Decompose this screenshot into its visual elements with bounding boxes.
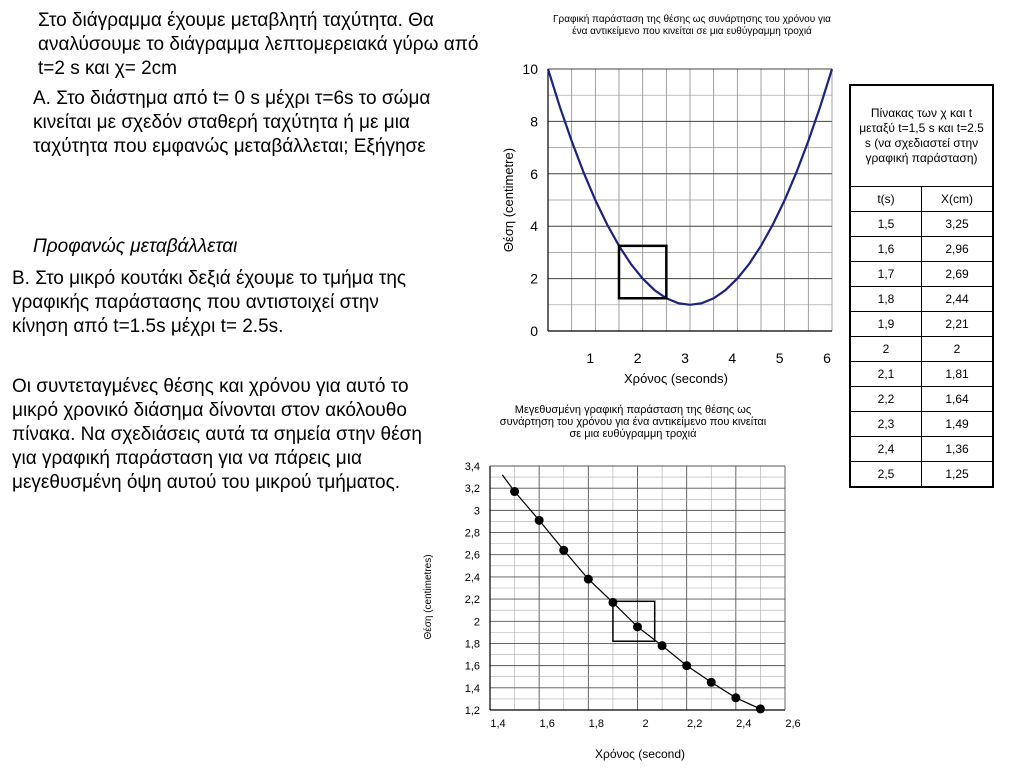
table-body [850, 212, 993, 488]
table-row [850, 262, 993, 287]
chart2-y-tick-label: 2,4 [464, 571, 480, 584]
table-cell-x: 1,25 [922, 462, 994, 488]
chart2-x-tick-label: 2,2 [687, 718, 703, 730]
chart2-title: σε μια ευθύγραμμη τροχιά [569, 428, 697, 440]
table-cell-x: 1,49 [922, 412, 994, 437]
question-b: Β. Στο μικρό κουτάκι δεξιά έχουμε το τμήμα της γραφικής παράστασης που αντιστοιχεί στην κίνηση από t=1.5s μέχρι t= 2.5s. [12, 268, 407, 337]
chart2-title: Μεγεθυσμένη γραφική παράσταση της θέσης ως [514, 404, 752, 416]
chart2-group [422, 404, 801, 761]
chart2-y-tick-label: 3 [473, 505, 480, 518]
chart2-y-tick-label: 3,2 [464, 483, 480, 496]
chart2-y-tick-label: 2,8 [464, 527, 480, 540]
table-cell-t: 1,8 [850, 287, 922, 312]
chart1-x-tick-label: 3 [681, 350, 689, 366]
question-a: Α. Στο διάστημα από t= 0 s μέχρι τ=6s το σώμα κινείται με σχεδόν σταθερή ταχύτητα ή με μια ταχύτητα που εμφανώς μεταβάλλεται; Εξήγησε [33, 88, 431, 157]
table-row [850, 287, 993, 312]
intro-text: Στο διάγραμμα έχουμε μεταβλητή ταχύτητα. Θα αναλύσουμε το διάγραμμα λεπτομερειακά γύρω από t=2 s και χ= 2cm [38, 10, 479, 79]
chart1-title: Γραφική παράσταση της θέσης ως συνάρτησης του χρόνου για [553, 14, 831, 25]
table-cell-x: 1,81 [922, 362, 994, 387]
table-cell-t: 2,3 [850, 412, 922, 437]
table-row [850, 412, 993, 437]
table-cell-x: 3,25 [922, 212, 994, 237]
data-table [849, 84, 994, 488]
table-cell-x: 2,69 [922, 262, 994, 287]
chart1-y-tick-label: 8 [530, 113, 538, 130]
chart2-y-tick-label: 3,4 [464, 461, 480, 473]
table-cell-t: 2,1 [850, 362, 922, 387]
table-caption: Πίνακας των χ και t μεταξύ t=1,5 s και t=2.5 s (να σχεδιαστεί στην γραφική παράσταση) [850, 85, 993, 187]
chart1-y-tick-label: 6 [530, 165, 538, 182]
chart2-data-point [584, 575, 593, 584]
table-cell-t: 2,5 [850, 462, 922, 488]
chart2-x-tick-label: 2 [642, 718, 649, 730]
table-header-t: t(s) [850, 187, 922, 212]
table-row [850, 462, 993, 488]
table-cell-x: 2,96 [922, 237, 994, 262]
chart2-y-tick-label: 1,2 [464, 705, 480, 717]
table-cell-t: 1,9 [850, 312, 922, 337]
chart2-data-point [756, 704, 765, 713]
table-cell-t: 2 [850, 337, 922, 362]
table-header-x: X(cm) [922, 187, 994, 212]
table-row [850, 237, 993, 262]
chart1-x-tick-label: 1 [586, 350, 595, 366]
chart1-x-tick-label: 6 [823, 350, 831, 366]
chart2-x-tick-label: 1,6 [539, 718, 555, 730]
chart2-y-tick-label: 1,6 [464, 660, 480, 673]
chart1-x-label: Χρόνος (seconds) [624, 371, 728, 386]
chart2-title: συνάρτηση του χρόνου για ένα αντικείμενο που κινείται [499, 416, 767, 428]
chart2-data-point [535, 516, 544, 525]
chart2-x-tick-label: 2,4 [736, 718, 752, 730]
chart1-y-label: Θέση (centimetre) [501, 147, 516, 253]
table-cell-t: 2,4 [850, 437, 922, 462]
chart2-y-tick-label: 2 [473, 616, 480, 629]
table-row [850, 337, 993, 362]
chart1-y-tick-label: 10 [522, 61, 538, 77]
table-cell-t: 1,6 [850, 237, 922, 262]
chart2-x-label: Χρόνος (second) [595, 747, 685, 761]
chart2-data-point [633, 622, 642, 631]
chart2-data-point [731, 693, 740, 702]
chart1-group [501, 13, 832, 386]
table-row [850, 362, 993, 387]
chart2-y-label: Θέση (centimetres) [423, 554, 434, 640]
chart2-y-tick-label: 2,2 [464, 594, 480, 607]
table-cell-x: 2,44 [922, 287, 994, 312]
chart1-y-tick-label: 2 [530, 270, 538, 287]
table-cell-t: 2,2 [850, 387, 922, 412]
table-row [850, 437, 993, 462]
chart2-x-tick-label: 2,6 [785, 718, 801, 730]
table-row [850, 212, 993, 237]
table-cell-x: 1,36 [922, 437, 994, 462]
chart1-x-tick-label: 2 [633, 350, 642, 366]
chart2-y-tick-label: 2,6 [464, 549, 480, 562]
chart2-x-tick-label: 1,4 [490, 718, 506, 730]
table-cell-t: 1,5 [850, 212, 922, 237]
table-row [850, 387, 993, 412]
chart1-x-tick-label: 5 [775, 350, 784, 366]
chart2-data-point [658, 641, 667, 650]
chart2-data-point [510, 487, 519, 496]
chart1-x-tick-label: 4 [728, 350, 737, 366]
question-b-continued: Οι συντεταγμένες θέσης και χρόνου για αυτό το μικρό χρονικό διάσημα δίνονται στον ακόλουθο πίνακα. Να σχεδιάσεις αυτά τα σημεία στην θέση για γραφική παράσταση για να πάρεις μια μεγεθυσμένη όψη αυτού του μικρού τμήματος. [12, 376, 422, 493]
chart2-data-point [682, 661, 691, 670]
chart1-y-tick-label: 0 [530, 323, 538, 339]
chart2-y-tick-label: 1,8 [464, 638, 480, 651]
table-cell-x: 2 [922, 337, 994, 362]
chart1-title: ένα αντικείμενο που κινείται σε μια ευθύγραμμη τροχιά [572, 26, 812, 37]
chart1-y-tick-label: 4 [530, 218, 538, 235]
chart2-x-tick-label: 1,8 [588, 718, 604, 730]
chart2-data-point [707, 678, 716, 687]
table-row [850, 312, 993, 337]
table-cell-x: 2,21 [922, 312, 994, 337]
chart2-data-point [559, 546, 568, 555]
answer-a: Προφανώς μεταβάλλεται [33, 236, 238, 257]
chart2-y-tick-label: 1,4 [464, 682, 480, 695]
table-cell-x: 1,64 [922, 387, 994, 412]
table-cell-t: 1,7 [850, 262, 922, 287]
